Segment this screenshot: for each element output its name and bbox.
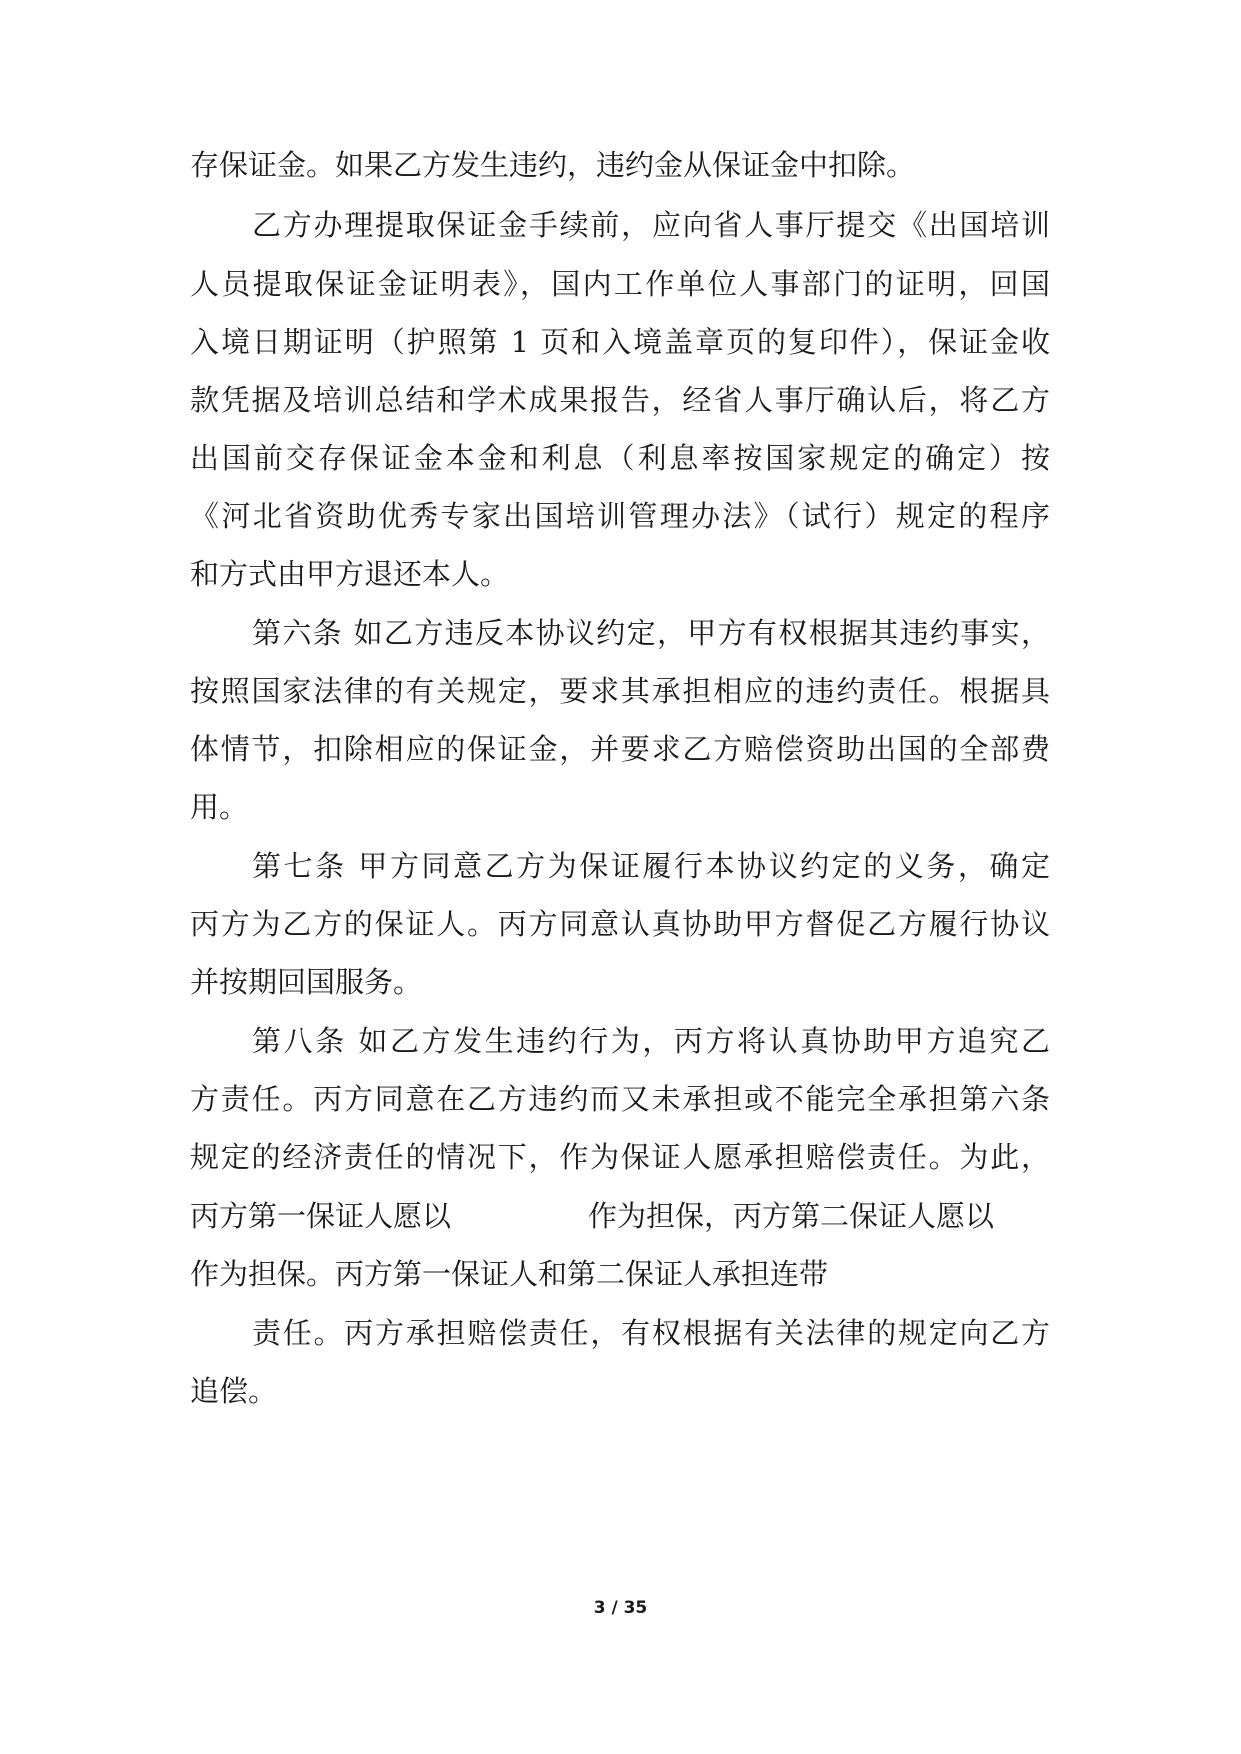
article-6-heading-line: 第六条 如乙方违反本协议约定，甲方有权根据其违约事实， [252, 616, 1050, 650]
body-line: 丙方为乙方的保证人。丙方同意认真协助甲方督促乙方履行协议 [190, 907, 1050, 941]
body-line: 规定的经济责任的情况下，作为保证人愿承担赔偿责任。为此， [190, 1140, 1050, 1174]
body-line: 作为担保。丙方第一保证人和第二保证人承担连带 [190, 1257, 829, 1291]
body-line: 人员提取保证金证明表》，国内工作单位人事部门的证明，回国 [190, 267, 1050, 301]
article-7-heading-line: 第七条 甲方同意乙方为保证履行本协议约定的义务，确定 [252, 849, 1050, 883]
body-line: 追偿。 [190, 1374, 278, 1408]
body-line: 和方式由甲方退还本人。 [190, 557, 510, 591]
body-line: 并按期回国服务。 [190, 965, 423, 999]
body-line: 用。 [190, 790, 249, 824]
body-line: 出国前交存保证金本金和利息（利息率按国家规定的确定）按 [190, 441, 1050, 475]
body-line: 款凭据及培训总结和学术成果报告，经省人事厅确认后，将乙方 [190, 383, 1050, 417]
body-line: 入境日期证明（护照第 1 页和入境盖章页的复印件），保证金收 [190, 325, 1050, 359]
guarantor-second-text: 作为担保，丙方第二保证人愿以 [588, 1199, 995, 1233]
body-line: 责任。丙方承担赔偿责任，有权根据有关法律的规定向乙方 [252, 1316, 1050, 1350]
body-line: 《河北省资助优秀专家出国培训管理办法》（试行）规定的程序 [190, 499, 1050, 533]
page-number: 3 / 35 [593, 1598, 648, 1618]
body-line: 按照国家法律的有关规定，要求其承担相应的违约责任。根据具 [190, 674, 1050, 708]
paragraph-first-line: 乙方办理提取保证金手续前，应向省人事厅提交《出国培训 [252, 208, 1050, 242]
guarantor-first-text: 丙方第一保证人愿以 [190, 1199, 452, 1233]
article-8-heading-line: 第八条 如乙方发生违约行为，丙方将认真协助甲方追究乙 [252, 1024, 1050, 1058]
body-line: 体情节，扣除相应的保证金，并要求乙方赔偿资助出国的全部费 [190, 732, 1050, 766]
body-line: 方责任。丙方同意在乙方违约而又未承担或不能完全承担第六条 [190, 1082, 1050, 1116]
body-line: 存保证金。如果乙方发生违约，违约金从保证金中扣除。 [190, 148, 916, 182]
